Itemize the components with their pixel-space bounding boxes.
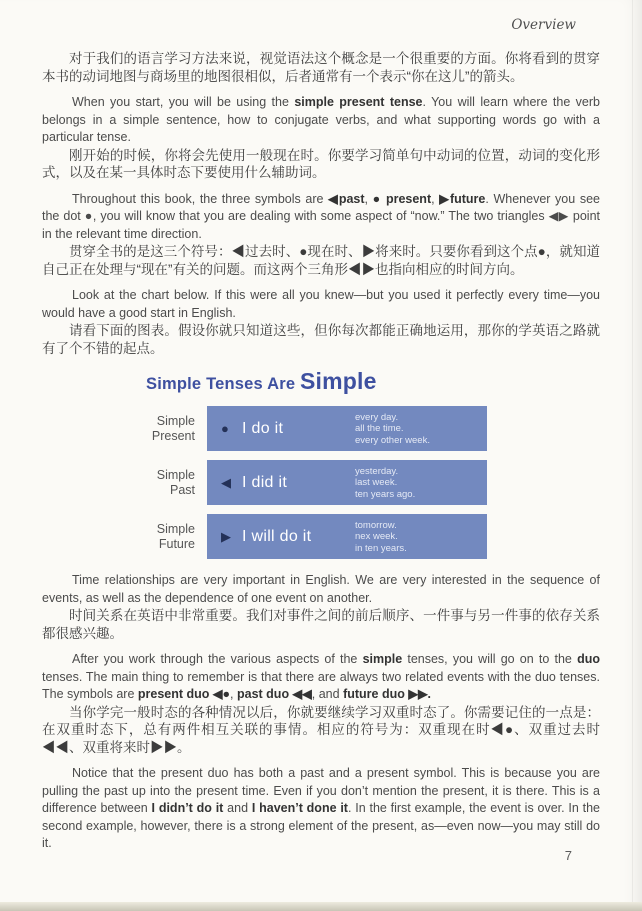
paragraph-zh: 时间关系在英语中非常重要。我们对事件之间的前后顺序、一件事与另一件事的依存关系都很感兴趣。 bbox=[42, 608, 600, 641]
tense-bar bbox=[207, 460, 487, 505]
example-line: in ten years. bbox=[355, 542, 407, 554]
chart-row-simple-future bbox=[42, 514, 642, 559]
row-label bbox=[42, 406, 207, 451]
tense-phrase: I do it bbox=[242, 419, 284, 437]
future-triangle-icon: ▶ bbox=[221, 529, 231, 544]
tense-phrase: I did it bbox=[242, 473, 288, 491]
paragraph-en: Throughout this book, the three symbols are ◀past, ● present, ▶future. Whenever you see the dot ●, you will know that you are dealing with some aspect of “now.” The two triangles ◀▶ point in the relevant time direction. bbox=[42, 191, 600, 241]
tense-examples bbox=[355, 519, 407, 554]
paragraph-zh: 刚开始的时候，你将会先使用一般现在时。你要学习简单句中动词的位置，动词的变化形式，以及在某一具体时态下要使用什么辅助词。 bbox=[42, 147, 600, 180]
paragraph-zh: 请看下面的图表。假设你就只知道这些，但你每次都能正确地运用，那你的学英语之路就有了个不错的起点。 bbox=[42, 323, 600, 356]
paragraph-en: After you work through the various aspects of the simple tenses, you will go on to the duo tenses. The main thing to remember is that there are always two related events with the duo tenses. The symbols are present duo ◀●, past duo ◀◀, and future duo ▶▶. bbox=[42, 652, 600, 701]
past-triangle-icon: ◀ bbox=[221, 475, 231, 490]
tense-bar bbox=[207, 514, 487, 559]
paragraph-zh: 对于我们的语言学习方法来说，视觉语法这个概念是一个很重要的方面。你将看到的贯穿本书的动词地图与商场里的地图很相似，后者通常有一个表示“你在这儿”的箭头。 bbox=[42, 51, 600, 84]
paragraphs-bottom bbox=[0, 572, 642, 853]
example-line: every other week. bbox=[355, 434, 430, 446]
row-label-line1: Simple bbox=[156, 413, 195, 428]
scan-bottom-edge bbox=[0, 902, 642, 911]
paragraph-en: Look at the chart below. If this were all you knew—but you used it perfectly every time—you would have a good start in English. bbox=[42, 288, 600, 320]
chart-title bbox=[146, 369, 642, 397]
tense-examples bbox=[355, 411, 430, 446]
paragraph-en: When you start, you will be using the simple present tense. You will learn where the verb belongs in a simple sentence, how to conjugate verbs, and what supporting words go with a particular tense. bbox=[42, 95, 600, 144]
paragraph-en: Notice that the present duo has both a past and a present symbol. This is because you are pulling the past up into the present time. Even if you don’t mention the present, it is there. This is a difference between I didn’t do it and I haven’t done it. In the first example, the event is over. In the second example, however, there is a strong element of the present, as—even now—you may still do it. bbox=[42, 766, 601, 850]
example-line: every day. bbox=[355, 411, 399, 423]
chart-row-simple-present bbox=[42, 406, 642, 451]
tense-bar bbox=[207, 406, 487, 451]
paragraphs-top bbox=[0, 50, 642, 357]
tense-chart bbox=[0, 369, 642, 559]
example-line: tomorrow. bbox=[355, 519, 397, 531]
scan-right-edge bbox=[632, 0, 633, 911]
row-label-line1: Simple bbox=[156, 521, 195, 536]
example-line: nex week. bbox=[355, 530, 398, 542]
chart-row-simple-past bbox=[42, 460, 642, 505]
page-header bbox=[0, 0, 642, 34]
paragraph-zh: 贯穿全书的是这三个符号：◀过去时、●现在时、▶将来时。只要你看到这个点●，就知道自己正在处理与“现在”有关的问题。而这两个三角形◀▶也指向相应的时间方向。 bbox=[42, 244, 600, 277]
row-label bbox=[42, 460, 207, 505]
tense-phrase: I will do it bbox=[242, 527, 312, 545]
page-number: 7 bbox=[564, 848, 572, 863]
row-label-line1: Simple bbox=[156, 467, 195, 482]
row-label-line2: Present bbox=[151, 428, 195, 443]
tense-examples bbox=[355, 465, 415, 500]
row-label-line2: Future bbox=[158, 536, 195, 551]
row-label-line2: Past bbox=[169, 482, 195, 497]
chapter-title: Overview bbox=[511, 17, 576, 33]
chart-title-regular: Simple Tenses Are bbox=[146, 375, 300, 393]
example-line: yesterday. bbox=[355, 465, 399, 477]
example-line: all the time. bbox=[355, 422, 404, 434]
example-line: ten years ago. bbox=[355, 488, 416, 500]
present-dot-icon: ● bbox=[221, 421, 229, 436]
paragraph-en: Time relationships are very important in English. We are very interested in the sequence of events, as well as the dependence of one event on another. bbox=[42, 573, 600, 605]
example-line: last week. bbox=[355, 476, 398, 488]
chart-title-emphasis: Simple bbox=[300, 368, 377, 394]
row-label bbox=[42, 514, 207, 559]
paragraph-zh: 当你学完一般时态的各种情况以后，你就要继续学习双重时态了。你需要记住的一点是：在双重时态下，总有两件相互关联的事情。相应的符号为：双重现在时◀●、双重过去时◀◀、双重将来时▶▶。 bbox=[42, 704, 600, 755]
